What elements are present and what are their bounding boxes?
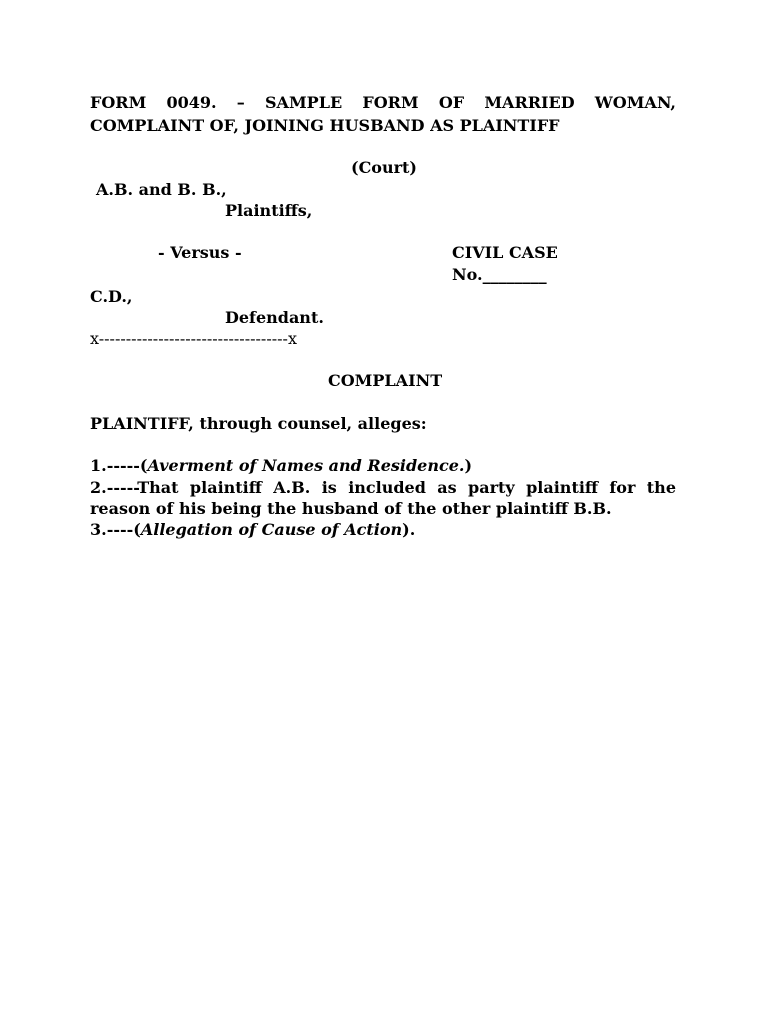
item-3-suffix: ). <box>402 520 416 539</box>
allegation-item-2-line-2: reason of his being the husband of the other plaintiff B.B. <box>90 499 612 518</box>
allegation-item-3 <box>90 519 415 541</box>
item-1-suffix: ) <box>464 456 473 475</box>
intro-line: PLAINTIFF, through counsel, alleges: <box>90 414 427 433</box>
caption-separator: x-----------------------------------x <box>90 329 297 348</box>
allegation-item-2-line-1: 2.-----That plaintiff A.B. is included as party plaintiff for the <box>90 478 676 497</box>
civil-case-label: CIVIL CASE <box>452 243 558 262</box>
versus-label: - Versus - <box>158 243 242 262</box>
item-3-prefix: 3.----( <box>90 520 141 539</box>
case-number-field: No.________ <box>452 265 547 284</box>
allegation-item-1 <box>90 455 472 477</box>
form-title-line-1: FORM 0049. – SAMPLE FORM OF MARRIED WOMAN, <box>90 93 676 112</box>
court-caption: (Court) <box>351 158 417 177</box>
item-1-prefix: 1.-----( <box>90 456 148 475</box>
defendant-name: C.D., <box>90 287 133 306</box>
plaintiff-names: A.B. and B. B., <box>96 180 227 199</box>
item-3-text: Allegation of Cause of Action <box>140 520 403 539</box>
complaint-heading: COMPLAINT <box>328 371 443 390</box>
plaintiffs-label: Plaintiffs, <box>225 201 313 220</box>
form-title-line-2: COMPLAINT OF, JOINING HUSBAND AS PLAINTIFF <box>90 116 560 135</box>
item-1-text: Averment of Names and Residence. <box>147 456 465 475</box>
defendant-label: Defendant. <box>225 308 324 327</box>
